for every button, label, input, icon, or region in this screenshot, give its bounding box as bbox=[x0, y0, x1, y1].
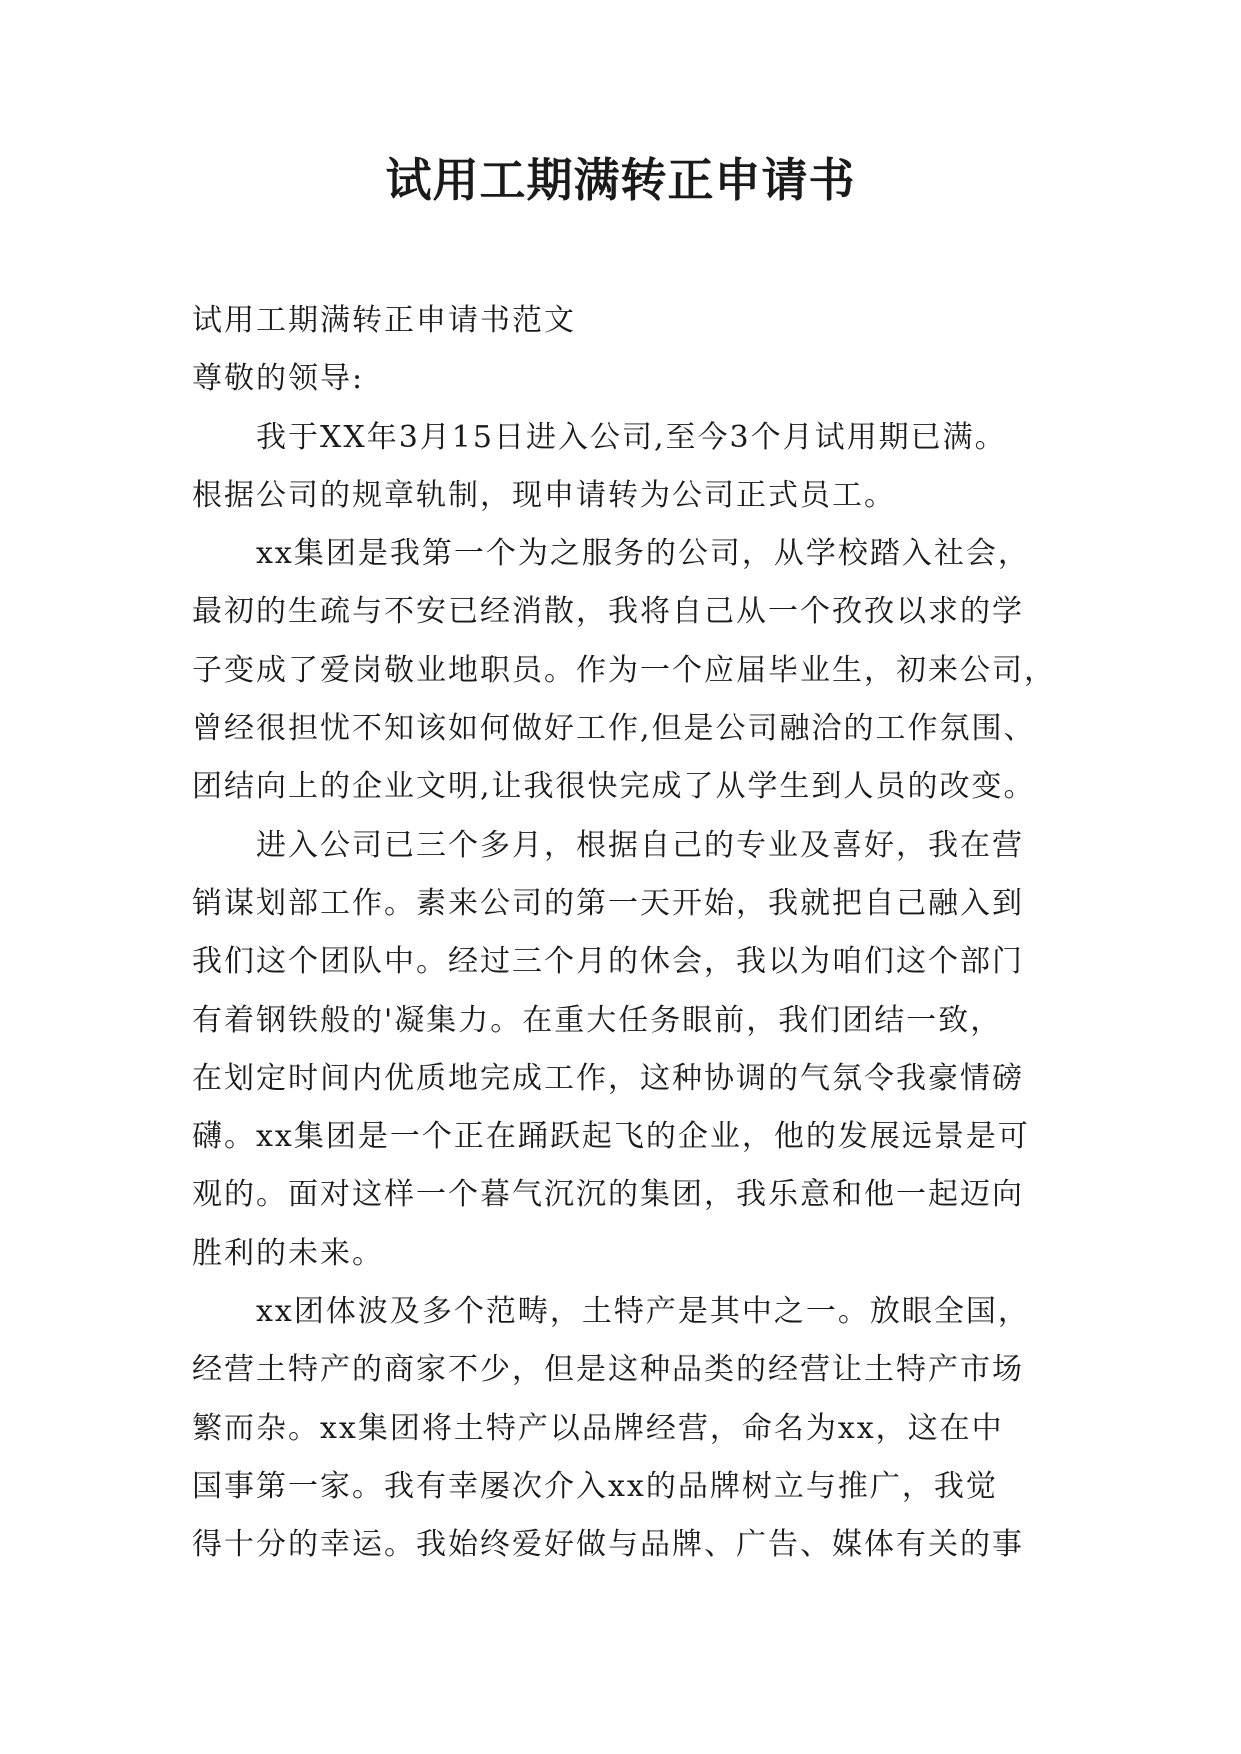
paragraph-3-line: 胜利的未来。 bbox=[192, 1235, 384, 1271]
paragraph-3-line: 进入公司已三个多月，根据自己的专业及喜好，我在营 bbox=[256, 827, 1024, 863]
paragraph-3-line: 观的。面对这样一个暮气沉沉的集团，我乐意和他一起迈向 bbox=[192, 1177, 1024, 1213]
paragraph-2-line: 最初的生疏与不安已经消散，我将自己从一个孜孜以求的学 bbox=[192, 594, 1024, 630]
paragraph-2-line: 团结向上的企业文明,让我很快完成了从学生到人员的改变。 bbox=[192, 769, 1036, 805]
paragraph-2-line: 子变成了爱岗敬业地职员。作为一个应届毕业生，初来公司， bbox=[192, 652, 1056, 688]
paragraph-3-line: 在划定时间内优质地完成工作，这种协调的气氛令我豪情磅 bbox=[192, 1060, 1024, 1096]
paragraph-3-line: 我们这个团队中。经过三个月的休会，我以为咱们这个部门 bbox=[192, 944, 1024, 980]
paragraph-3-line: 销谋划部工作。素来公司的第一天开始，我就把自己融入到 bbox=[192, 885, 1024, 921]
paragraph-3-line: 有着钢铁般的'凝集力。在重大任务眼前，我们团结一致， bbox=[192, 1002, 1003, 1038]
paragraph-4-line: xx团体波及多个范畴，土特产是其中之一。放眼全国， bbox=[256, 1294, 1030, 1330]
paragraph-4-line: 繁而杂。xx集团将土特产以品牌经营，命名为xx，这在中 bbox=[192, 1410, 1004, 1446]
paragraph-3-line: 礴。xx集团是一个正在踊跃起飞的企业，他的发展远景是可 bbox=[192, 1119, 1030, 1155]
subtitle-line: 试用工期满转正申请书范文 bbox=[192, 303, 576, 338]
paragraph-1-line: 根据公司的规章轨制，现申请转为公司正式员工。 bbox=[192, 477, 896, 513]
paragraph-2-line: 曾经很担忧不知该如何做好工作,但是公司融洽的工作氛围、 bbox=[192, 711, 1036, 747]
paragraph-4-line: 得十分的幸运。我始终爱好做与品牌、广告、媒体有关的事 bbox=[192, 1527, 1024, 1563]
paragraph-1-line: 我于XX年3月15日进入公司,至今3个月试用期已满。 bbox=[256, 419, 1007, 455]
document-body bbox=[192, 292, 1072, 1575]
paragraph-2-line: xx集团是我第一个为之服务的公司，从学校踏入社会， bbox=[256, 536, 1030, 572]
salutation-line: 尊敬的领导: bbox=[192, 361, 365, 397]
paragraph-4-line: 国事第一家。我有幸屡次介入xx的品牌树立与推广，我觉 bbox=[192, 1468, 998, 1504]
document-title: 试用工期满转正申请书 bbox=[385, 153, 856, 207]
paragraph-4-line: 经营土特产的商家不少，但是这种品类的经营让土特产市场 bbox=[192, 1352, 1024, 1388]
